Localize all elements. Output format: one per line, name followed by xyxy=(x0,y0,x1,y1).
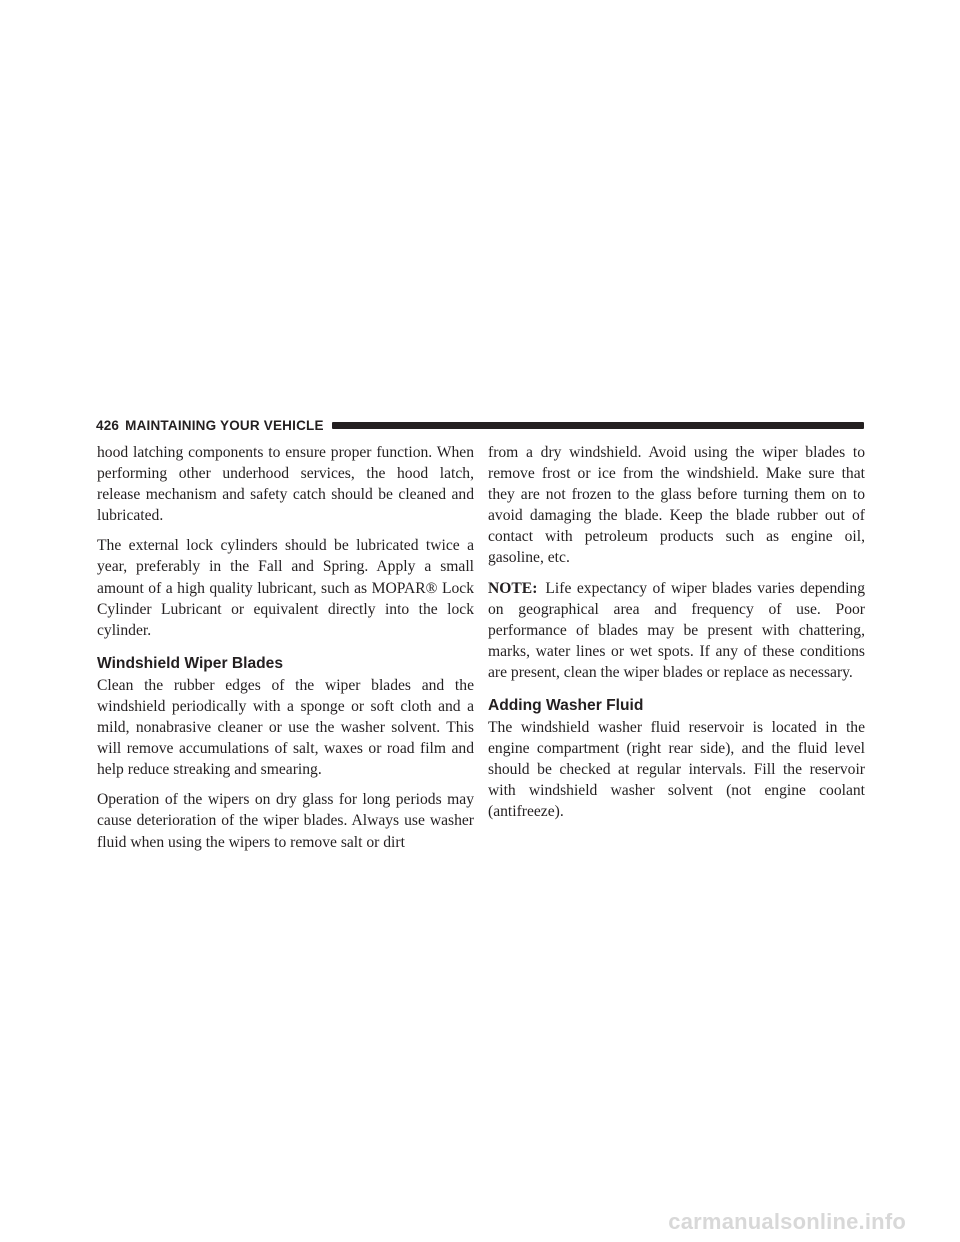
note-paragraph xyxy=(488,578,865,683)
page-header xyxy=(96,413,864,437)
paragraph-lock-cylinders: The external lock cylinders should be lubricated twice a year, preferably in the Fall and Spring. Apply a small amount of a high quality lubricant, such as MOPAR® Lock Cylinder Lubricant or equivalent directly into the lock cylinder. xyxy=(97,537,474,639)
left-column xyxy=(97,442,474,862)
section-title: MAINTAINING YOUR VEHICLE xyxy=(125,417,324,433)
note-label: NOTE: xyxy=(488,579,538,597)
header-rule xyxy=(332,422,864,429)
paragraph-washer-reservoir: The windshield washer fluid reservoir is located in the engine compartment (right rear side), and the fluid level should be checked at regular intervals. Fill the reservoir with windshield washer solvent (not engine coolant (antifreeze). xyxy=(488,719,865,821)
page-number: 426 xyxy=(96,417,120,433)
heading-adding-washer-fluid: Adding Washer Fluid xyxy=(488,697,644,715)
paragraph-hood-latch: hood latching components to ensure proper function. When performing other underhood services, the hood latch, release mechanism and safety catch should be cleaned and lubricated. xyxy=(97,444,474,525)
note-text: Life expectancy of wiper blades varies depending on geographical area and frequency of use. Poor performance of blades may be present with chattering, marks, water lines or wet spots. If any of these conditions are present, clean the wiper blades or replace as necessary. xyxy=(488,579,865,681)
paragraph-dry-glass: Operation of the wipers on dry glass for long periods may cause deterioration of the wiper blades. Always use washer fluid when using the wipers to remove salt or dirt xyxy=(97,791,474,851)
heading-windshield-wiper-blades: Windshield Wiper Blades xyxy=(97,654,284,672)
paragraph-dry-windshield: from a dry windshield. Avoid using the wiper blades to remove frost or ice from the windshield. Make sure that they are not frozen to the glass before turning them on to avoid damaging the blade. Keep the blade rubber out of contact with petroleum products such as engine oil, gasoline, etc. xyxy=(488,444,865,567)
paragraph-clean-wipers: Clean the rubber edges of the wiper blades and the windshield periodically with a sponge or soft cloth and a mild, nonabrasive cleaner or use the washer solvent. This will remove accumulations of salt, waxes or road film and help reduce streaking and smearing. xyxy=(97,676,474,779)
watermark: carmanualsonline.info xyxy=(668,1209,906,1234)
right-column xyxy=(488,442,865,832)
